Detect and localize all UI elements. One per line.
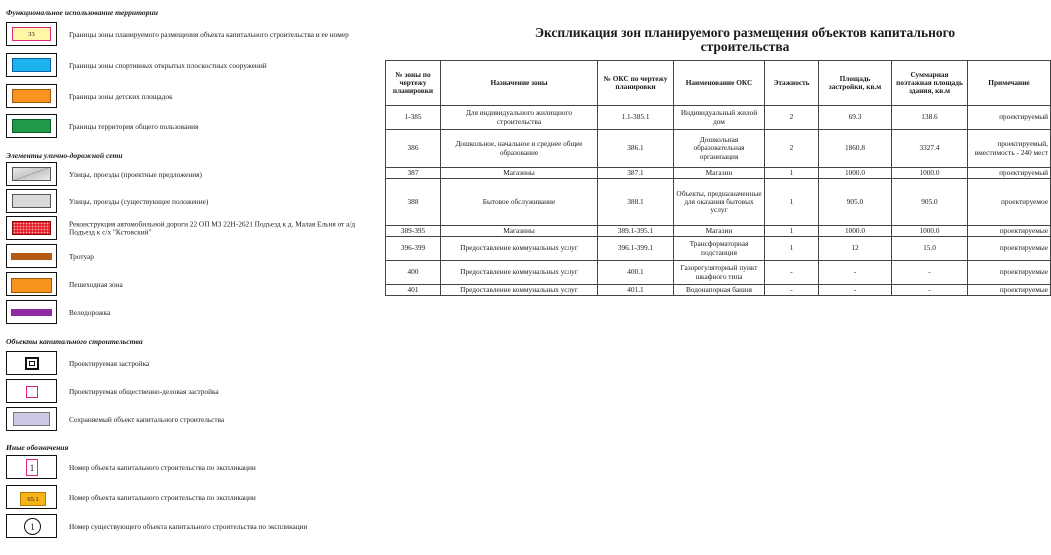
table-cell: 15.0 [892,237,968,261]
column-header: Примечание [968,61,1051,106]
legend-item-road-proposed [6,162,376,188]
table-cell: - [819,261,892,285]
table-cell: 1000.0 [892,168,968,179]
table-row [386,130,1051,168]
table-cell: 387.1 [598,168,674,179]
table-cell: 388 [386,179,441,226]
table-cell: 2 [765,130,819,168]
legend-item-label: Сохраняемый объект капитального строительства [69,414,225,424]
road-existing-symbol [6,189,57,213]
legend-item-label: Пешеходная зона [69,279,123,289]
table-cell: 396-399 [386,237,441,261]
table-cell: 2 [765,106,819,130]
legend-item-pedestrian-zone [6,272,376,298]
table-cell: 400.1 [598,261,674,285]
table-cell: 389-395 [386,226,441,237]
explication-table [385,60,1051,296]
table-cell: 12 [819,237,892,261]
table-cell: Предоставление коммунальных услуг [441,285,598,296]
legend-item-label: Границы территория общего пользования [69,121,199,131]
table-cell: 401 [386,285,441,296]
table-cell: 138.6 [892,106,968,130]
legend-item-public-territory [6,114,376,140]
legend-item-label: Реконструкция автомобильной дороги 22 ОП МЗ 22Н-2621 Подъезд к д. Малая Ельня от а/д Подъезд к с/х "Кстовский" [69,219,356,237]
road-reconstruction-symbol [6,216,57,240]
table-row [386,285,1051,296]
legend-section-title: Иные обозначения [6,443,69,452]
table-cell: Индивидуальный жилой дом [674,106,765,130]
legend-item-number-circle [6,514,376,540]
table-cell: проектируемый, вместимость - 240 мест [968,130,1051,168]
table-cell: 3327.4 [892,130,968,168]
table-cell: 905.0 [892,179,968,226]
table-cell: 396.1-399.1 [598,237,674,261]
table-cell: 386 [386,130,441,168]
explication-title: Экспликация зон планируемого размещения объектов капитального строительства [534,25,956,54]
table-cell: 1.1-385.1 [598,106,674,130]
table-header-row [386,61,1051,106]
table-cell: Дошкольная образовательная организация [674,130,765,168]
legend-item-label: Границы зоны детских площадок [69,91,173,101]
table-cell: Трансформаторная подстанция [674,237,765,261]
road-proposed-symbol [6,162,57,186]
table-cell: проектируемый [968,168,1051,179]
zone-boundary-symbol [6,22,57,46]
table-cell: Дошкольное, начальное и среднее общее образование [441,130,598,168]
table-cell: 1000.0 [819,226,892,237]
legend-section-title: Элементы улично-дорожной сети [6,151,123,160]
legend-section-title: Функциональное использование территории [6,8,158,17]
table-cell: 1 [765,168,819,179]
playground-zone-symbol [6,84,57,108]
legend-item-sports-zone [6,53,376,79]
table-cell: Магазины [441,226,598,237]
table-cell: 69.3 [819,106,892,130]
legend-item-label: Улицы, проезды (существующее положение) [69,196,209,206]
column-header: № зоны по чертежу планировки [386,61,441,106]
legend-item-label: Номер существующего объекта капитального строительства по экспликации [69,521,308,531]
column-header: Площадь застройки, кв.м [819,61,892,106]
table-cell: 386.1 [598,130,674,168]
table-cell: проектируемые [968,226,1051,237]
table-cell: 1860.8 [819,130,892,168]
table-cell: 1000.0 [892,226,968,237]
table-cell: Газорегуляторный пункт шкафного типа [674,261,765,285]
table-cell: 1 [765,237,819,261]
table-cell: 387 [386,168,441,179]
table-cell: 1 [765,179,819,226]
legend-item-label: Велодорожка [69,307,111,317]
table-cell: проектируемые [968,261,1051,285]
legend-item-label: Номер объекта капитального строительства по экспликации [69,492,256,502]
table-cell: - [819,285,892,296]
table-cell: 401.1 [598,285,674,296]
table-cell: 389.1-395.1 [598,226,674,237]
number-label: 65.1 [20,492,46,506]
legend-section-title: Объекты капитального строительства [6,337,143,346]
zone-number-label: 33 [12,27,51,41]
table-row [386,179,1051,226]
table-cell: 388.1 [598,179,674,226]
column-header: Назначение зоны [441,61,598,106]
table-cell: проектируемый [968,106,1051,130]
table-cell: - [892,261,968,285]
legend-item-label: Тротуар [69,251,94,261]
legend-item-number-pink [6,455,376,481]
table-row [386,261,1051,285]
table-cell: - [765,261,819,285]
table-cell: Бытовое обслуживание [441,179,598,226]
legend-item-playground-zone [6,84,376,110]
legend-item-bike-lane [6,300,376,326]
table-cell: Магазины [441,168,598,179]
table-cell: 1-385 [386,106,441,130]
table-cell: Предоставление коммунальных услуг [441,237,598,261]
legend-item-sidewalk [6,244,376,270]
legend-item-label: Номер объекта капитального строительства по экспликации [69,462,256,472]
legend-item-planned-building [6,351,376,377]
column-header: Этажность [765,61,819,106]
legend-item-label: Проектируемая застройка [69,358,150,368]
table-cell: Для индивидуального жилищного строительства [441,106,598,130]
planned-public-symbol [6,379,57,403]
column-header: № ОКС по чертежу планировки [598,61,674,106]
table-cell: Объекты, предназначенные для оказания бытовых услуг [674,179,765,226]
table-cell: Водонапорная башня [674,285,765,296]
table-cell: 1000.0 [819,168,892,179]
sports-zone-symbol [6,53,57,77]
legend-item-planned-public [6,379,376,405]
table-row [386,106,1051,130]
bike-lane-symbol [6,300,57,324]
column-header: Суммарная поэтажная площадь здания, кв.м [892,61,968,106]
table-cell: Магазин [674,226,765,237]
number-circle-symbol [6,514,57,538]
table-cell: 400 [386,261,441,285]
table-cell: 905.0 [819,179,892,226]
table-row [386,226,1051,237]
legend-item-zone-boundary [6,22,376,48]
number-label: 1 [24,518,41,535]
number-yellow-symbol [6,485,57,509]
table-cell: проектируемые [968,237,1051,261]
public-territory-symbol [6,114,57,138]
table-cell: 1 [765,226,819,237]
number-label: 1 [26,459,38,476]
table-cell: проектируемое [968,179,1051,226]
legend-item-preserved [6,407,376,433]
column-header: Наименование ОКС [674,61,765,106]
number-pink-symbol [6,455,57,479]
legend-item-road-existing [6,189,376,215]
legend-item-label: Границы зоны спортивных открытых плоскостных сооружений [69,60,267,70]
table-cell: - [892,285,968,296]
sidewalk-symbol [6,244,57,268]
table-cell: - [765,285,819,296]
legend-item-label: Улицы, проезды (проектные предложения) [69,169,202,179]
preserved-symbol [6,407,57,431]
planned-building-symbol [6,351,57,375]
legend-item-number-yellow [6,485,376,511]
pedestrian-zone-symbol [6,272,57,296]
table-row [386,237,1051,261]
legend-item-road-reconstruction [6,216,376,242]
legend-item-label: Проектируемая общественно-деловая застройка [69,386,219,396]
table-cell: Предоставление коммунальных услуг [441,261,598,285]
table-cell: Магазин [674,168,765,179]
legend-item-label: Границы зоны планируемого размещения объекта капитального строительства и ее номер [69,29,349,39]
table-row [386,168,1051,179]
table-cell: проектируемые [968,285,1051,296]
